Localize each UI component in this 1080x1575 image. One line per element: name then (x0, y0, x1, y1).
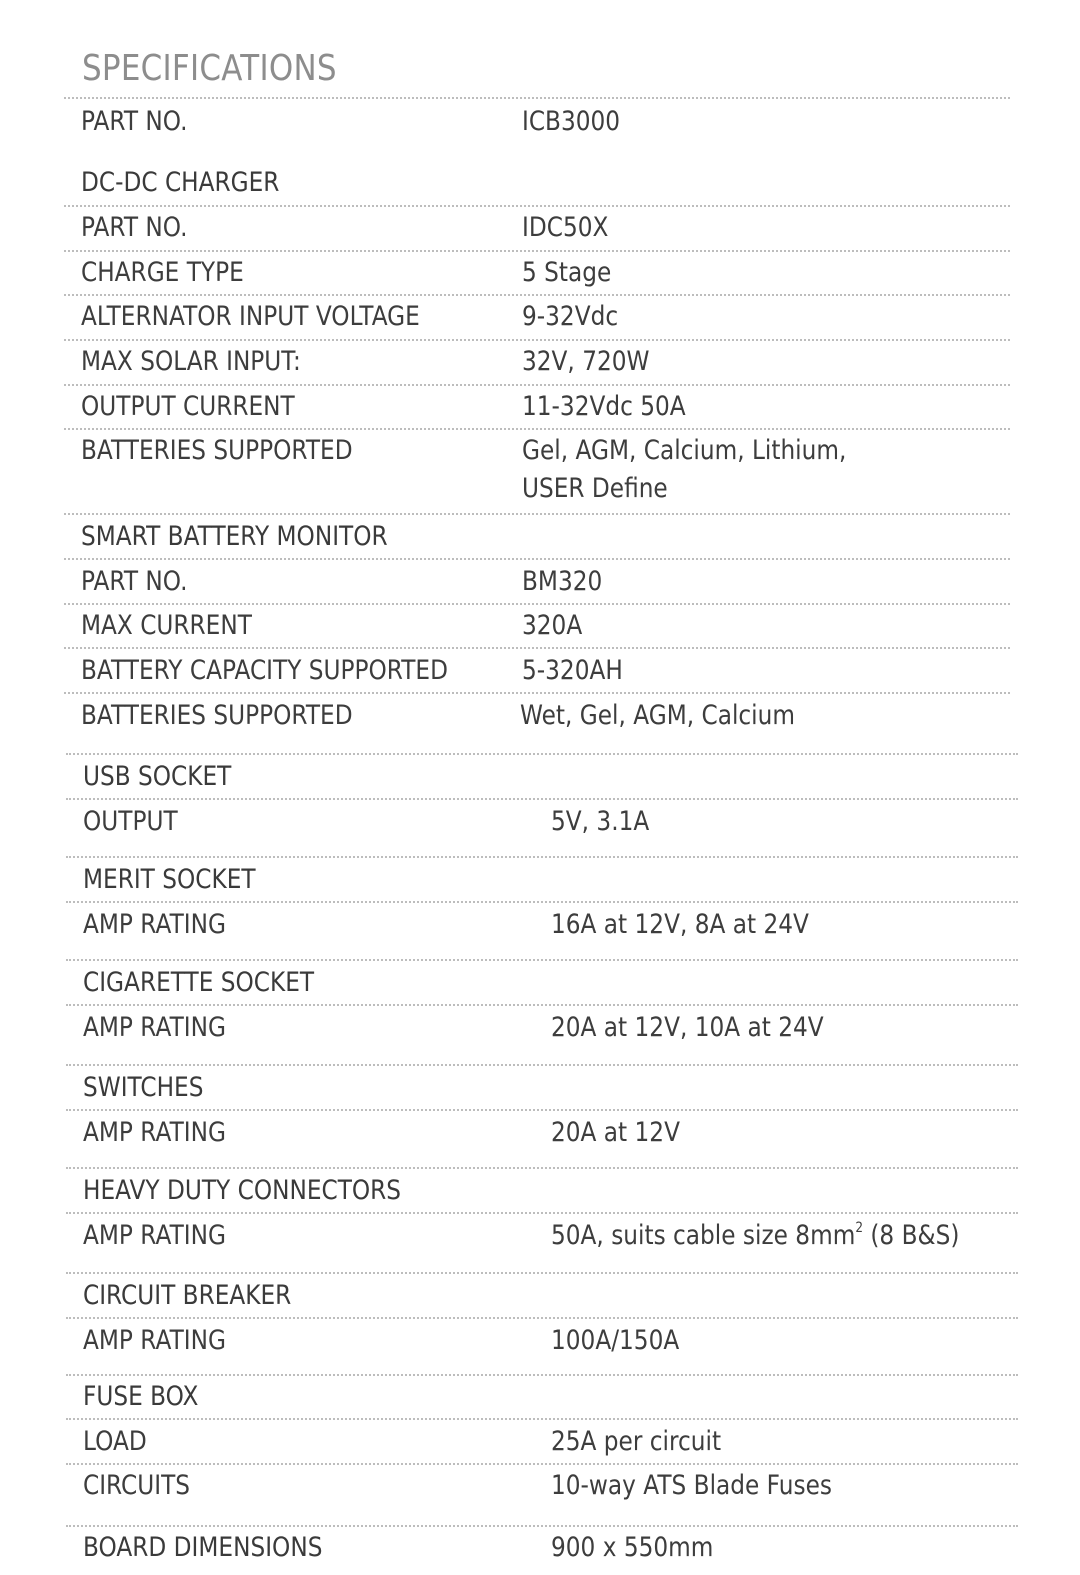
section-heading: DC-DC CHARGER (81, 167, 280, 198)
spec-value: 5V, 3.1A (551, 806, 650, 837)
section-heading: CIRCUIT BREAKER (83, 1280, 292, 1311)
section-heading: SMART BATTERY MONITOR (81, 521, 388, 552)
spec-value (551, 1217, 959, 1255)
divider (64, 250, 1010, 252)
divider (66, 1109, 1018, 1111)
spec-label: MAX SOLAR INPUT: (81, 346, 301, 377)
spec-value: 100A/150A (551, 1325, 680, 1356)
divider (64, 692, 1010, 694)
spec-label: AMP RATING (83, 1012, 226, 1043)
divider (64, 558, 1010, 560)
divider (66, 959, 1018, 961)
spec-value: Wet, Gel, AGM, Calcium (520, 700, 795, 731)
section-heading: CIGARETTE SOCKET (83, 967, 315, 998)
superscript: 2 (855, 1220, 863, 1236)
spec-label: AMP RATING (83, 909, 226, 940)
section-heading: HEAVY DUTY CONNECTORS (83, 1175, 402, 1206)
spec-value: USER Define (522, 473, 668, 504)
section-heading: FUSE BOX (83, 1381, 199, 1412)
spec-label: CIRCUITS (83, 1470, 191, 1501)
divider (64, 339, 1010, 341)
specifications-title: SPECIFICATIONS (82, 48, 337, 89)
divider (66, 1374, 1018, 1376)
spec-value: 320A (522, 610, 583, 641)
spec-value: 20A at 12V, 10A at 24V (551, 1012, 824, 1043)
spec-label: BATTERY CAPACITY SUPPORTED (81, 655, 448, 686)
section-heading: MERIT SOCKET (83, 864, 256, 895)
spec-label: BATTERIES SUPPORTED (81, 435, 353, 466)
spec-label: AMP RATING (83, 1117, 226, 1148)
divider (66, 1004, 1018, 1006)
spec-value: 5 Stage (522, 257, 612, 288)
spec-label: PART NO. (81, 566, 188, 597)
spec-value: IDC50X (522, 212, 609, 243)
spec-label: PART NO. (81, 212, 188, 243)
spec-value-main: 50A, suits cable size 8mm (551, 1220, 856, 1251)
divider (66, 856, 1018, 858)
divider (66, 1418, 1018, 1420)
divider (64, 205, 1010, 207)
spec-value: 25A per circuit (551, 1426, 722, 1457)
divider (66, 901, 1018, 903)
spec-label: AMP RATING (83, 1220, 226, 1251)
spec-value: BM320 (522, 566, 603, 597)
spec-label: MAX CURRENT (81, 610, 252, 641)
divider (64, 603, 1010, 605)
spec-value: 11-32Vdc 50A (522, 391, 686, 422)
section-heading: BOARD DIMENSIONS (83, 1532, 323, 1563)
divider (66, 1525, 1018, 1527)
divider (66, 753, 1018, 755)
divider (66, 1212, 1018, 1214)
divider (66, 1167, 1018, 1169)
divider (66, 1272, 1018, 1274)
divider (64, 384, 1010, 386)
spec-label: ALTERNATOR INPUT VOLTAGE (81, 301, 420, 332)
divider (64, 428, 1010, 430)
spec-label: CHARGE TYPE (81, 257, 244, 288)
spec-label: LOAD (83, 1426, 147, 1457)
divider (66, 1064, 1018, 1066)
spec-value: 5-320AH (522, 655, 623, 686)
divider (64, 647, 1010, 649)
spec-value: 16A at 12V, 8A at 24V (551, 909, 809, 940)
spec-label: PART NO. (81, 106, 188, 137)
spec-value: Gel, AGM, Calcium, Lithium, (522, 435, 847, 466)
section-heading: USB SOCKET (83, 761, 232, 792)
spec-label: BATTERIES SUPPORTED (81, 700, 353, 731)
divider (66, 1317, 1018, 1319)
spec-value: 10-way ATS Blade Fuses (551, 1470, 832, 1501)
divider (66, 798, 1018, 800)
divider (64, 97, 1010, 99)
spec-value: 32V, 720W (522, 346, 650, 377)
section-heading: SWITCHES (83, 1072, 204, 1103)
spec-value: 9-32Vdc (522, 301, 619, 332)
divider (66, 1463, 1018, 1465)
spec-value: 900 x 550mm (551, 1532, 714, 1563)
divider (64, 513, 1010, 515)
spec-value: ICB3000 (522, 106, 621, 137)
divider (64, 294, 1010, 296)
spec-label: OUTPUT (83, 806, 178, 837)
spec-label: AMP RATING (83, 1325, 226, 1356)
spec-label: OUTPUT CURRENT (81, 391, 295, 422)
spec-value: 20A at 12V (551, 1117, 680, 1148)
spec-value-end: (8 B&S) (862, 1220, 960, 1251)
